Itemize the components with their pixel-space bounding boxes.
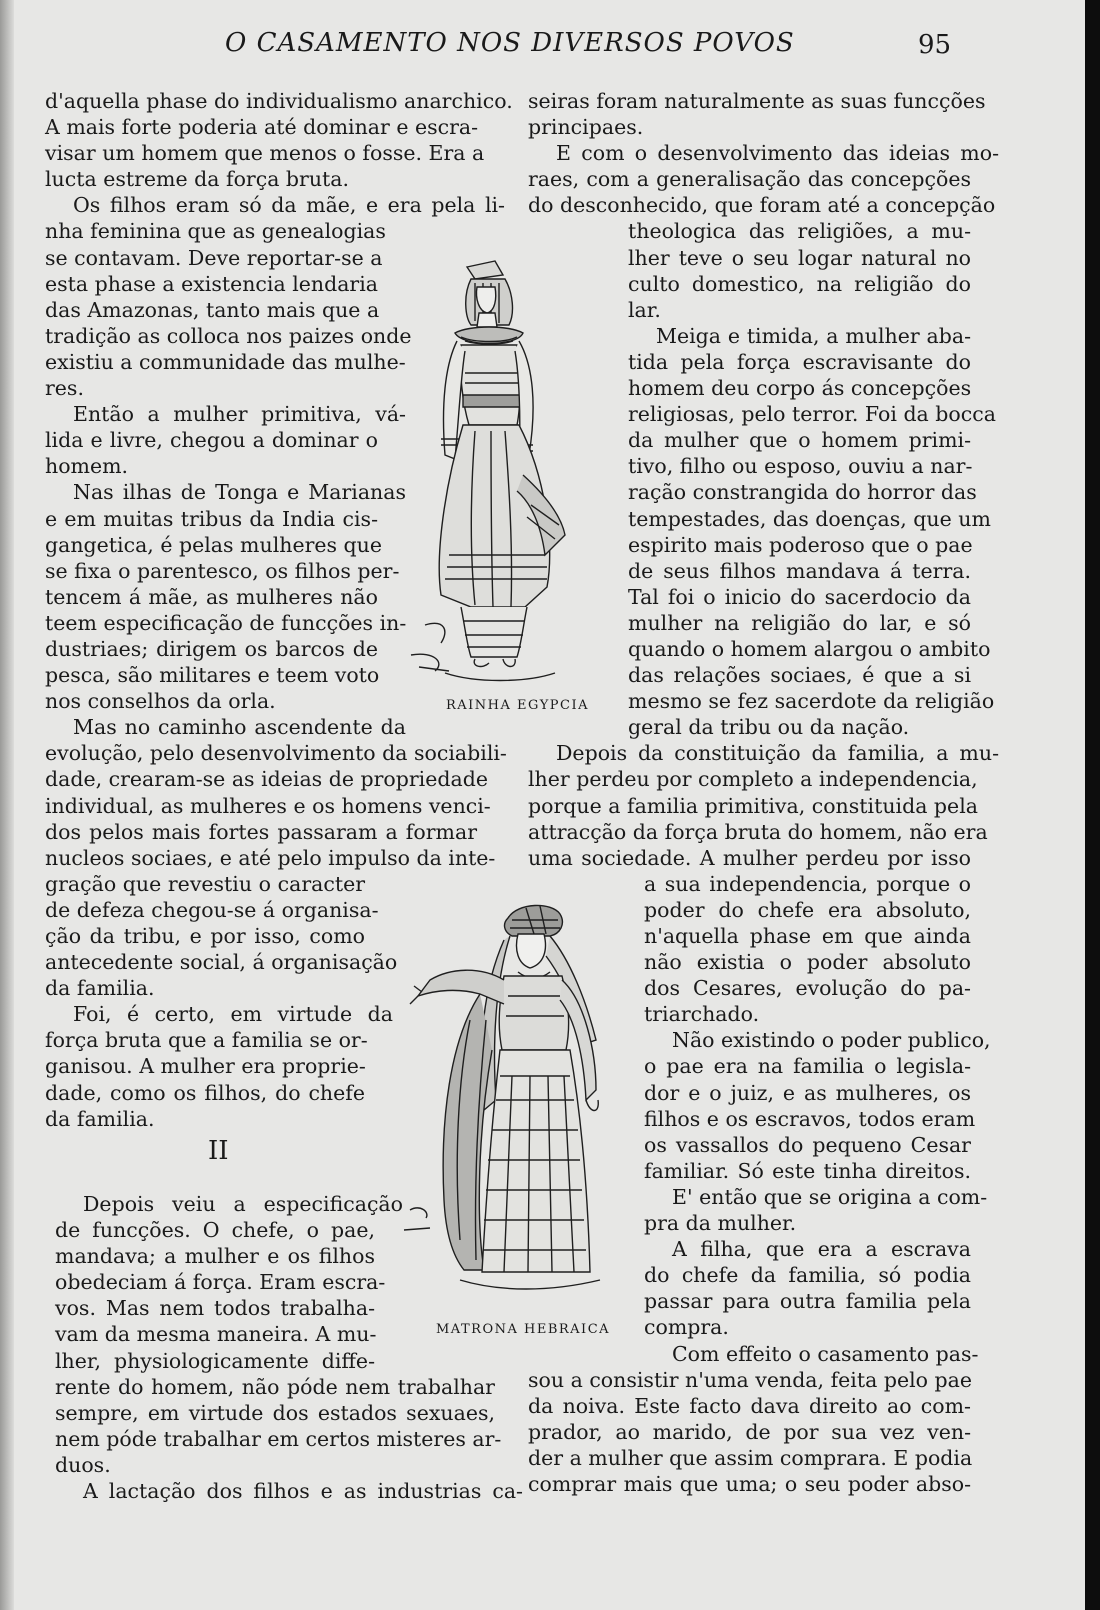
text-line: poder do chefe era absoluto, — [644, 897, 971, 922]
text-line: Depois veiu a especificação — [83, 1192, 403, 1216]
text-line: das relações sociaes, é que a si — [628, 663, 971, 688]
text-line: E' então que se origina a com- — [672, 1184, 988, 1209]
text-line: seiras foram naturalmente as suas funcções — [528, 89, 986, 113]
page-number: 95 — [918, 30, 952, 60]
text-line: res. — [45, 376, 84, 401]
text-line: triarchado. — [644, 1002, 760, 1027]
text-line: lher, physiologicamente diffe- — [55, 1348, 375, 1373]
text-line: Não existindo o poder publico, — [672, 1028, 991, 1053]
text-line: evolução, pelo desenvolvimento da sociabili- — [45, 741, 507, 766]
text-line: da familia. — [45, 976, 155, 1001]
text-line: tivo, filho ou esposo, ouviu a nar- — [628, 454, 973, 479]
text-line: do desconhecido, que foram até a concepção — [528, 193, 996, 218]
text-line: prador, ao marido, de por sua vez ven- — [528, 1419, 971, 1444]
text-line: Mas no caminho ascendente da — [73, 715, 406, 740]
text-line: pra da mulher. — [644, 1211, 797, 1236]
text-line: dade, crearam-se as ideias de propriedade — [45, 767, 488, 792]
text-line: sempre, em virtude dos estados sexuaes, — [55, 1400, 495, 1425]
text-line: tida pela força escravisante do — [628, 349, 971, 374]
text-line: dos Cesares, evolução do pa- — [644, 976, 971, 1001]
text-line: homem. — [45, 454, 129, 479]
text-line: lida e livre, chegou a dominar o — [45, 428, 378, 453]
text-line: nem póde trabalhar em certos misteres ar- — [55, 1426, 502, 1451]
text-line: geral da tribu ou da nação. — [628, 715, 910, 740]
text-line: de seus filhos mandava á terra. — [628, 558, 971, 583]
text-line: força bruta que a familia se or- — [45, 1028, 368, 1053]
text-line: vos. Mas nem todos trabalha- — [55, 1296, 375, 1321]
text-line: pesca, são militares e teem voto — [45, 663, 380, 688]
text-line: dor e o juiz, e as mulheres, os — [644, 1080, 971, 1105]
text-line: mandava; a mulher e os filhos — [55, 1244, 375, 1269]
text-line: lar. — [628, 297, 661, 322]
text-line: culto domestico, na religião do — [628, 271, 971, 296]
text-line: dustriaes; dirigem os barcos de — [45, 636, 378, 661]
text-line: gangetica, é pelas mulheres que — [45, 532, 383, 557]
text-line: Depois da constituição da familia, a mu- — [556, 741, 999, 766]
illustration-caption-top: RAINHA EGYPCIA — [446, 698, 589, 713]
text-line: os vassallos do pequeno Cesar — [644, 1132, 971, 1157]
text-line: theologica das religiões, a mu- — [628, 219, 971, 244]
text-line: existiu a communidade das mulhe- — [45, 349, 406, 374]
page-edge — [1085, 0, 1100, 1610]
text-line: mesmo se fez sacerdote da religião — [628, 689, 995, 714]
text-line: religiosas, pelo terror. Foi da bocca — [628, 402, 996, 427]
text-line: der a mulher que assim comprara. E podia — [528, 1445, 973, 1470]
text-line: ção da tribu, e por isso, como — [45, 924, 365, 948]
text-line: nucleos sociaes, e até pelo impulso da inte- — [45, 845, 496, 870]
text-line: obedeciam á força. Eram escra- — [55, 1270, 386, 1295]
text-line: do chefe da familia, só podia — [644, 1263, 971, 1288]
text-line: teem especificação de funcções in- — [45, 610, 407, 635]
text-line: e em muitas tribus da India cis- — [45, 506, 378, 531]
text-line: não existia o poder absoluto — [644, 950, 971, 975]
text-line: sou a consistir n'uma venda, feita pelo pae — [528, 1367, 972, 1392]
text-line: da noiva. Este facto dava direito ao com- — [528, 1393, 971, 1418]
text-line: lher teve o seu logar natural no — [628, 245, 971, 270]
text-line: homem deu corpo ás concepções — [628, 376, 972, 401]
text-line: Nas ilhas de Tonga e Marianas — [73, 480, 406, 505]
text-line: individual, as mulheres e os homens venci- — [45, 793, 491, 818]
text-line: porque a familia primitiva, constituida pela — [528, 793, 978, 818]
text-line: passar para outra familia pela — [644, 1289, 971, 1314]
text-line: se contavam. Deve reportar-se a — [45, 245, 383, 270]
text-line: A filha, que era a escrava — [672, 1237, 971, 1262]
text-line: o pae era na familia o legisla- — [644, 1054, 971, 1079]
text-line: de funcções. O chefe, o pae, — [55, 1218, 375, 1243]
text-line: d'aquella phase do individualismo anarchico. — [45, 89, 513, 113]
text-line: tradição as colloca nos paizes onde — [45, 323, 412, 348]
text-line: lucta estreme da força bruta. — [45, 167, 350, 192]
text-line: ração constrangida do horror das — [628, 480, 977, 505]
text-line: comprar mais que uma; o seu poder abso- — [528, 1471, 971, 1496]
section-heading: II — [208, 1136, 229, 1166]
text-line: dos pelos mais fortes passaram a formar — [45, 819, 477, 844]
text-line: da mulher que o homem primi- — [628, 428, 971, 453]
text-line: n'aquella phase em que ainda — [644, 924, 971, 948]
text-line: Tal foi o inicio do sacerdocio da — [628, 584, 971, 609]
text-line: ganisou. A mulher era proprie- — [45, 1054, 366, 1079]
egyptian-queen-illustration — [405, 255, 580, 685]
text-line: Com effeito o casamento pas- — [672, 1341, 979, 1366]
text-line: Os filhos eram só da mãe, e era pela li- — [73, 193, 505, 218]
text-line: esta phase a existencia lendaria — [45, 271, 379, 296]
text-line: principaes. — [528, 115, 644, 140]
text-line: visar um homem que menos o fosse. Era a — [45, 141, 485, 166]
text-line: Foi, é certo, em virtude da — [73, 1002, 393, 1027]
text-line: nos conselhos da orla. — [45, 689, 276, 714]
illustration-caption-bottom: MATRONA HEBRAICA — [436, 1322, 611, 1337]
hebrew-matron-illustration — [400, 900, 622, 1320]
text-line: rente do homem, não póde nem trabalhar — [55, 1374, 495, 1399]
text-line: A mais forte poderia até dominar e escra- — [45, 115, 479, 140]
text-line: das Amazonas, tanto mais que a — [45, 297, 380, 322]
text-line: espirito mais poderoso que o pae — [628, 532, 973, 557]
text-line: da familia. — [45, 1106, 155, 1131]
text-line: gração que revestiu o caracter — [45, 871, 365, 896]
text-line: quando o homem alargou o ambito — [628, 636, 991, 661]
text-line: attracção da força bruta do homem, não era — [528, 819, 988, 844]
text-line: antecedente social, á organisação — [45, 950, 398, 975]
text-line: Então a mulher primitiva, vá- — [73, 402, 406, 427]
text-line: A lactação dos filhos e as industrias ca- — [83, 1479, 523, 1504]
text-line: mulher na religião do lar, e só — [628, 610, 971, 635]
text-line: familiar. Só este tinha direitos. — [644, 1158, 971, 1183]
text-line: lher perdeu por completo a independencia, — [528, 767, 978, 792]
text-line: tencem á mãe, as mulheres não — [45, 584, 378, 609]
page-spine-shadow — [0, 0, 14, 1610]
text-line: compra. — [644, 1315, 729, 1340]
text-line: se fixa o parentesco, os filhos per- — [45, 558, 400, 583]
running-head: O CASAMENTO NOS DIVERSOS POVOS — [225, 28, 795, 58]
text-line: de defeza chegou-se á organisa- — [45, 897, 379, 922]
text-line: raes, com a generalisação das concepções — [528, 167, 971, 192]
text-line: Meiga e timida, a mulher aba- — [656, 323, 971, 348]
text-line: filhos e os escravos, todos eram — [644, 1106, 976, 1131]
text-line: dade, como os filhos, do chefe — [45, 1080, 365, 1105]
text-line: uma sociedade. A mulher perdeu por isso — [528, 845, 971, 870]
text-line: tempestades, das doenças, que um — [628, 506, 991, 531]
text-line: E com o desenvolvimento das ideias mo- — [556, 141, 999, 166]
text-line: a sua independencia, porque o — [644, 871, 971, 896]
text-line: vam da mesma maneira. A mu- — [55, 1322, 377, 1347]
text-line: nha feminina que as genealogias — [45, 219, 386, 244]
text-line: duos. — [55, 1452, 111, 1477]
